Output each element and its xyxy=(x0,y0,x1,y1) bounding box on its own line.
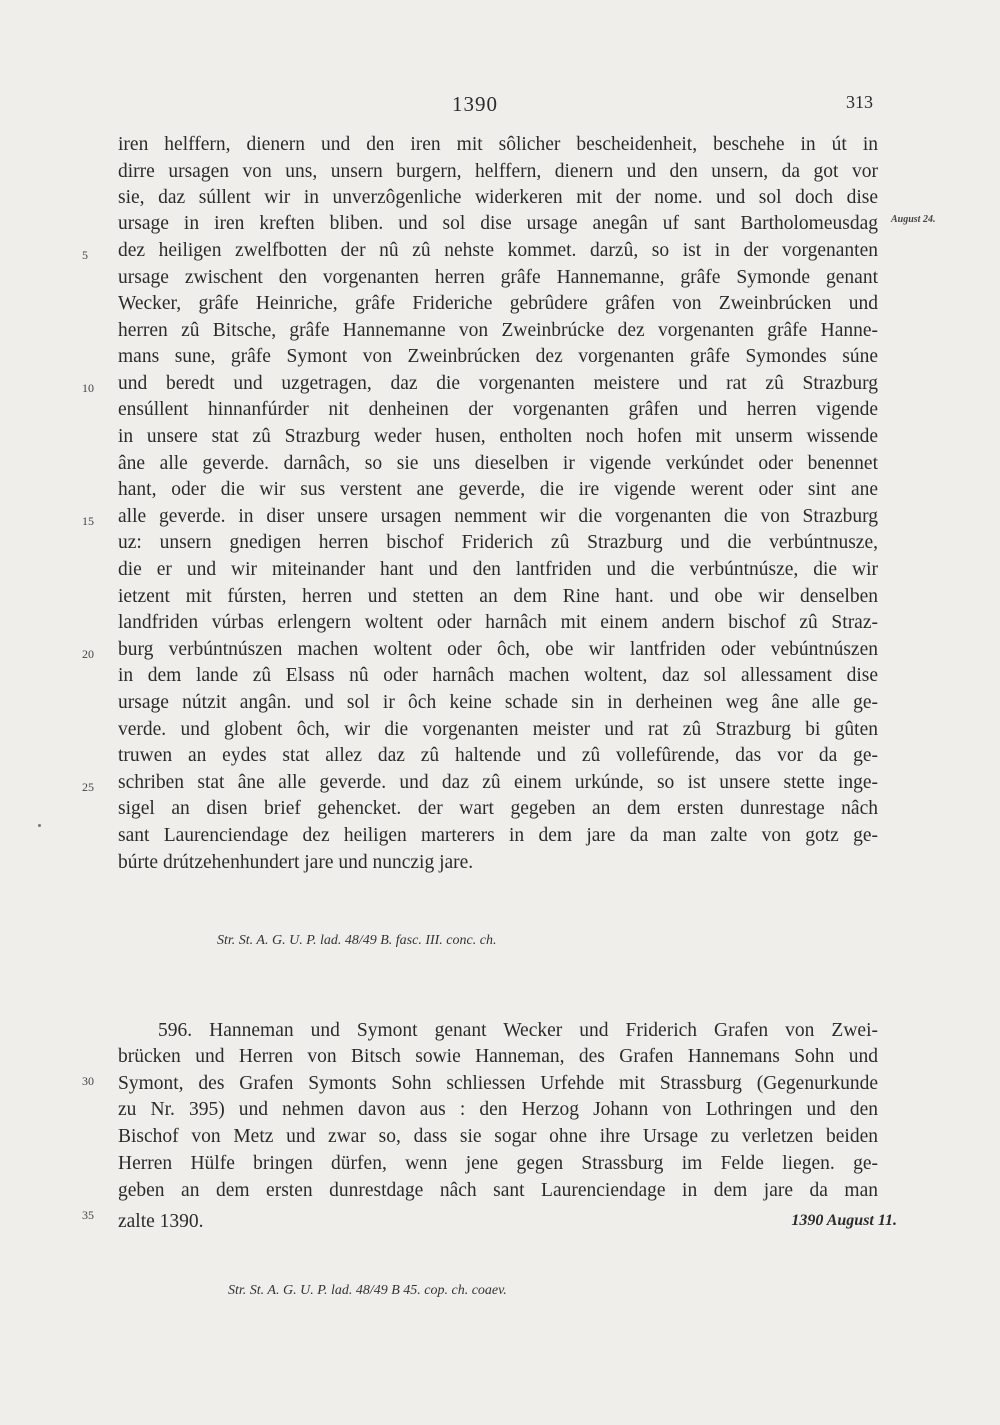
body-line: sigel an disen brief gehencket. der wart gegeben an dem ersten dunrestage nâch xyxy=(118,798,878,819)
regest-date: 1390 August 11. xyxy=(791,1212,897,1229)
body-line: mans sune, grâfe Symont von Zweinbrúcken dez vorgenanten grâfe Symondes súne xyxy=(118,346,878,367)
body-line: Wecker, grâfe Heinriche, grâfe Frideriche gebrûdere grâfen von Zweinbrúcken und xyxy=(118,293,878,314)
page-number: 313 xyxy=(846,92,873,112)
body-line: sant Laurenciendage dez heiligen marterers in dem jare da man zalte von gotz ge- xyxy=(118,825,878,846)
regest-line: zu Nr. 395) und nehmen davon aus : den Herzog Johann von Lothringen und den xyxy=(118,1099,878,1120)
body-line: búrte drútzehenhundert jare und nunczig jare. xyxy=(118,852,474,873)
body-line: herren zû Bitsche, grâfe Hannemanne von Zweinbrúcke dez vorgenanten grâfe Hanne- xyxy=(118,320,878,341)
margin-date-note: August 24. xyxy=(891,214,936,225)
regest-line: Symont, des Grafen Symonts Sohn schliessen Urfehde mit Strassburg (Gegenurkunde xyxy=(118,1073,878,1094)
source-citation: Str. St. A. G. U. P. lad. 48/49 B 45. cop. ch. coaev. xyxy=(228,1283,507,1298)
body-line: ursage zwischent den vorgenanten herren grâfe Hannemanne, grâfe Symonde genant xyxy=(118,267,878,288)
line-number: 5 xyxy=(82,248,88,262)
source-citation: Str. St. A. G. U. P. lad. 48/49 B. fasc. III. conc. ch. xyxy=(217,933,497,948)
line-number: 20 xyxy=(82,647,94,661)
regest-line: geben an dem ersten dunrestdage nâch sant Laurenciendage in dem jare da man xyxy=(118,1180,878,1201)
body-line: schriben stat âne alle geverde. und daz zû einem urkúnde, so ist unsere stette inge- xyxy=(118,772,878,793)
regest-line: Bischof von Metz und zwar so, dass sie sogar ohne ihre Ursage zu verletzen beiden xyxy=(118,1126,878,1147)
body-line: ensúllent hinnanfúrder nit denheinen der vorgenanten grâfen und herren vigende xyxy=(118,399,878,420)
body-line: in dem lande zû Elsass nû oder harnâch machen woltent, daz sol allessament dise xyxy=(118,665,878,686)
body-line: verde. und globent ôch, wir die vorgenanten meister und rat zû Strazburg bi gûten xyxy=(118,719,878,740)
body-line: âne alle geverde. darnâch, so sie uns dieselben ir vigende verkúndet oder benennet xyxy=(118,453,878,474)
regest-line: brücken und Herren von Bitsch sowie Hanneman, des Grafen Hannemans Sohn und xyxy=(118,1046,878,1067)
body-line: in unsere stat zû Strazburg weder husen, entholten noch hofen mit unserm wissende xyxy=(118,426,878,447)
body-line: ietzent mit fúrsten, herren und stetten an dem Rine hant. und obe wir denselben xyxy=(118,586,878,607)
body-line: uz: unsern gnedigen herren bischof Friderich zû Strazburg und die verbúntnusze, xyxy=(118,532,878,553)
line-number: 25 xyxy=(82,780,94,794)
body-line: iren helffern, dienern und den iren mit sôlicher bescheidenheit, beschehe in út in xyxy=(118,134,878,155)
body-line: hant, oder die wir sus verstent ane geverde, die ire vigende werent oder sint ane xyxy=(118,479,878,500)
body-line: dirre ursagen von uns, unsern burgern, helffern, dienern und den unsern, da got vor xyxy=(118,161,878,182)
body-line: burg verbúntnúszen machen woltent oder ôch, obe wir lantfriden oder vebúntnúszen xyxy=(118,639,878,660)
page-header-year: 1390 xyxy=(452,92,498,116)
regest-line: Herren Hülfe bringen dürfen, wenn jene gegen Strassburg im Felde liegen. ge- xyxy=(118,1153,878,1174)
body-line: und beredt und uzgetragen, daz die vorgenanten meistere und rat zû Strazburg xyxy=(118,373,878,394)
body-line: landfriden vúrbas erlengern woltent oder harnâch mit einem andern bischof zû Straz- xyxy=(118,612,878,633)
body-line: ursage nútzit angân. und sol ir ôch keine schade sin in derheinen weg âne alle ge- xyxy=(118,692,878,713)
body-line: die er und wir miteinander hant und den lantfriden und die verbúntnúsze, die wir xyxy=(118,559,878,580)
line-number: 15 xyxy=(82,514,94,528)
body-line: alle geverde. in diser unsere ursagen nemment wir die vorgenanten die von Strazburg xyxy=(118,506,878,527)
regest-line: zalte 1390. xyxy=(118,1211,204,1232)
line-number: 30 xyxy=(82,1074,94,1088)
page-speck xyxy=(38,824,41,827)
line-number: 35 xyxy=(82,1208,94,1222)
body-line: truwen an eydes stat allez daz zû haltende und zû vollefûrende, das vor da ge- xyxy=(118,745,878,766)
body-line: sie, daz súllent wir in unverzôgenliche widerkeren mit der nome. und sol doch dise xyxy=(118,187,878,208)
body-line: ursage in iren kreften bliben. und sol dise ursage anegân uf sant Bartholomeusdag xyxy=(118,213,878,234)
regest-line: 596. Hanneman und Symont genant Wecker und Friderich Grafen von Zwei- xyxy=(158,1020,878,1041)
line-number: 10 xyxy=(82,381,94,395)
body-line: dez heiligen zwelfbotten der nû zû nehste kommet. darzû, so ist in der vorgenanten xyxy=(118,240,878,261)
